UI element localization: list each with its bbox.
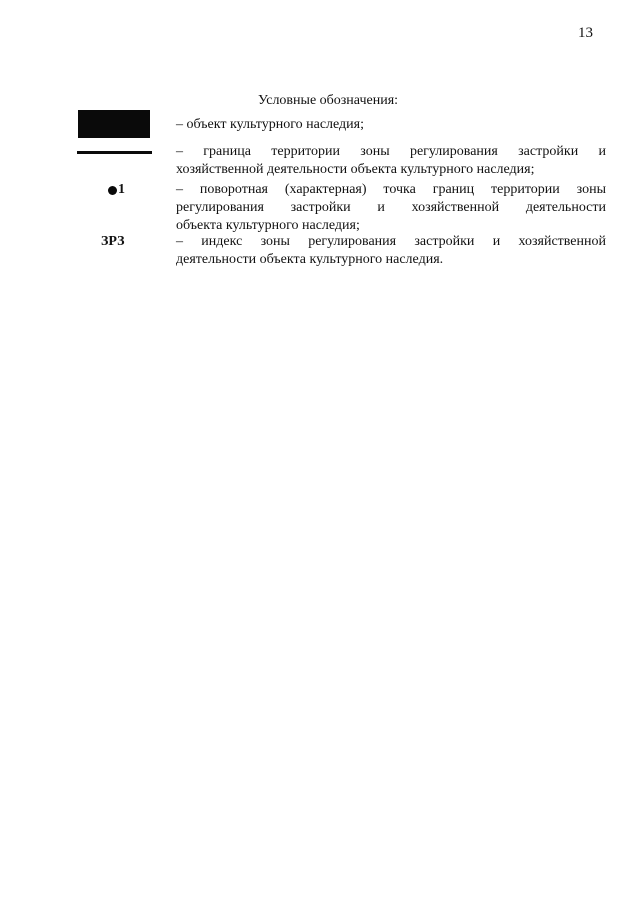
- legend-text-line: объекта культурного наследия;: [176, 218, 360, 233]
- boundary-line-icon: [77, 151, 152, 154]
- black-rectangle-icon: [78, 110, 150, 138]
- legend-text-line: хозяйственной деятельности объекта культурного наследия;: [176, 162, 535, 177]
- page-number: 13: [578, 25, 593, 41]
- legend-symbol-heritage-object: [77, 110, 153, 140]
- point-dot-icon: [108, 186, 117, 195]
- point-number-label: 1: [118, 182, 125, 197]
- legend-item-zone-index: [77, 233, 606, 269]
- legend-text-heritage-object: [176, 116, 606, 134]
- legend-text-turning-point: [176, 181, 606, 235]
- legend-text-line: – поворотная (характерная) точка границ территории зоны: [176, 182, 606, 197]
- legend-text-zone-boundary: [176, 143, 606, 179]
- legend-text-zone-index: [176, 233, 606, 269]
- legend-text-line: деятельности объекта культурного наследия.: [176, 252, 444, 267]
- legend-item-turning-point: [77, 181, 606, 235]
- zone-index-label: ЗРЗ: [101, 234, 125, 249]
- legend-title: Условные обозначения:: [258, 93, 399, 108]
- legend-text-line: регулирования застройки и хозяйственной деятельности: [176, 200, 606, 215]
- legend-text-line: – индекс зоны регулирования застройки и хозяйственной: [176, 234, 606, 249]
- legend-symbol-zone-index: [77, 233, 153, 263]
- legend-item-heritage-object: [77, 110, 606, 140]
- legend-symbol-zone-boundary: [77, 143, 153, 173]
- legend-text-line: – объект культурного наследия;: [176, 117, 364, 132]
- legend-symbol-turning-point: [77, 181, 153, 211]
- legend-text-line: – граница территории зоны регулирования застройки и: [176, 144, 606, 159]
- legend-item-zone-boundary: [77, 143, 606, 179]
